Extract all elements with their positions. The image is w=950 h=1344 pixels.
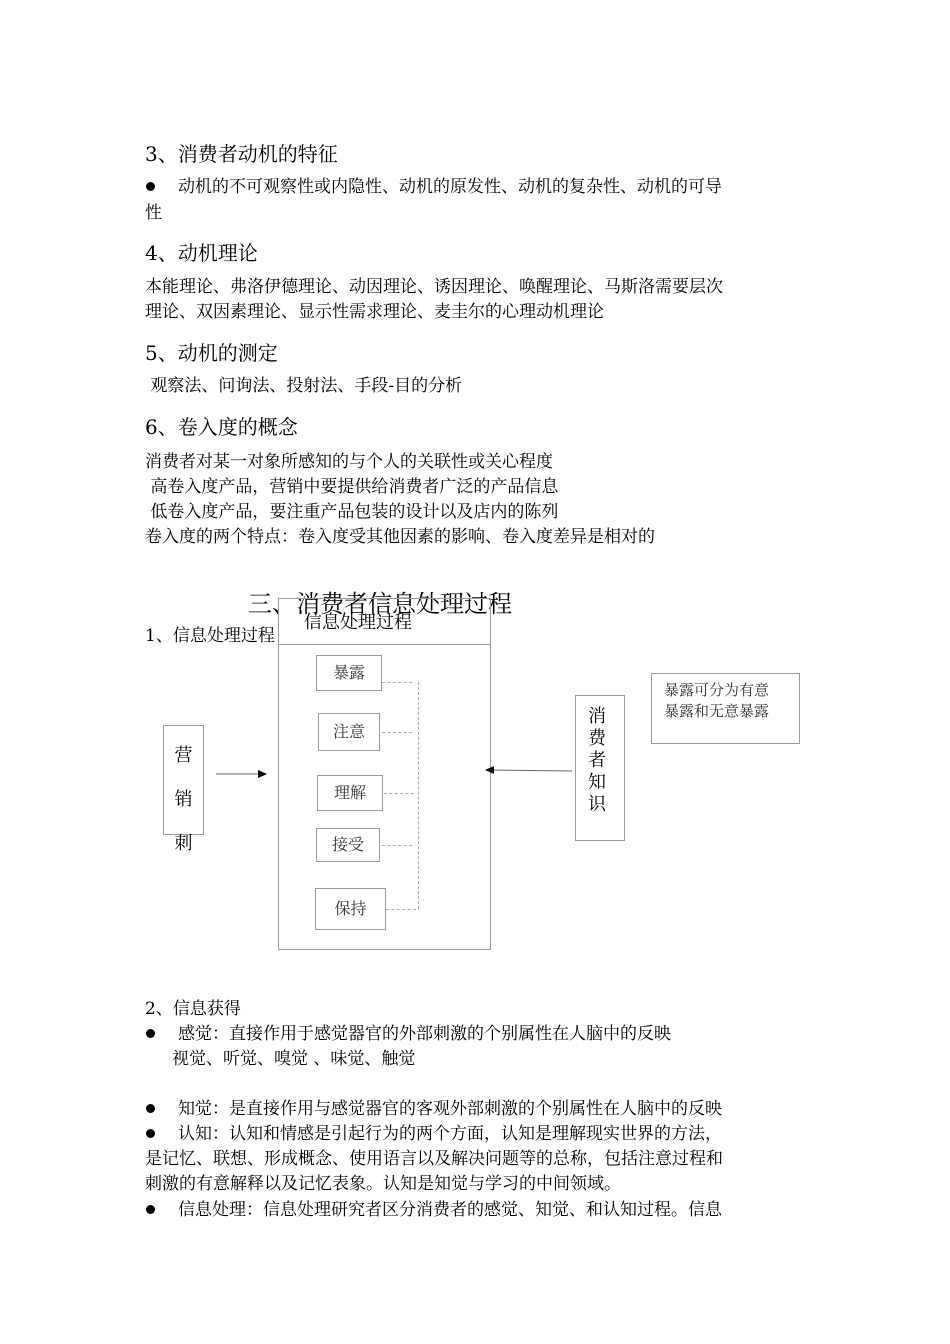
section-3-heading: 3、消费者动机的特征 (145, 142, 338, 166)
perception-line: 知觉：是直接作用与感觉器官的客观外部刺激的个别属性在人脑中的反映 (178, 1099, 722, 1119)
cognition-line2: 是记忆、联想、形成概念、使用语言以及解决问题等的总称，包括注意过程和 (145, 1149, 723, 1169)
part-3-subheading: 1、信息处理过程 (145, 626, 275, 646)
info-processing-line: 信息处理：信息处理研究者区分消费者的感觉、知觉、和认知过程。信息 (178, 1200, 722, 1220)
section-6-line3: 低卷入度产品，要注重产品包装的设计以及店内的陈列 (145, 502, 559, 522)
cognition-line3: 刺激的有意解释以及记忆表象。认知是知觉与学习的中间领域。 (145, 1174, 621, 1194)
cognition-line1: 认知：认知和情感是引起行为的两个方面，认知是理解现实世界的方法， (178, 1124, 722, 1144)
bullet-icon (146, 1205, 155, 1214)
knowledge-char: 者 (588, 750, 606, 771)
section-3-bullet-line1: 动机的不可观察性或内隐性、动机的原发性、动机的复杂性、动机的可导 (178, 177, 722, 197)
section-5-line1: 观察法、问询法、投射法、手段-目的分析 (145, 376, 463, 396)
bullet-icon (146, 1129, 155, 1138)
exposure-note-box (651, 673, 800, 744)
bullet-icon (146, 1104, 155, 1113)
knowledge-arrow (492, 770, 572, 771)
marketing-char: 刺 (174, 833, 193, 854)
stage-comprehension: 理解 (317, 775, 383, 811)
bullet-icon (146, 1029, 155, 1038)
section-6-line4: 卷入度的两个特点：卷入度受其他因素的影响、卷入度差异是相对的 (145, 527, 655, 547)
section-4-line2: 理论、双因素理论、显示性需求理论、麦圭尔的心理动机理论 (145, 302, 604, 322)
sensation-line: 感觉：直接作用于感觉器官的外部刺激的个别属性在人脑中的反映 (178, 1024, 671, 1044)
knowledge-char: 消 (588, 706, 606, 727)
stage-attention: 注意 (318, 713, 380, 751)
part-3-title: 三、消费者信息处理过程 (248, 590, 512, 618)
knowledge-arrowhead-icon (485, 766, 494, 774)
marketing-arrowhead-icon (258, 770, 267, 778)
knowledge-char: 费 (588, 728, 606, 749)
exposure-note-line2: 暴露和无意暴露 (664, 702, 770, 720)
process-title: 信息处理过程 (304, 612, 412, 633)
section-4-heading: 4、动机理论 (145, 241, 258, 265)
exposure-note-line1: 暴露可分为有意 (664, 681, 770, 699)
section-3-bullet-line2: 性 (145, 203, 162, 223)
marketing-char: 营 (174, 745, 193, 766)
stage-acceptance: 接受 (316, 828, 380, 862)
section-2-heading: 2、信息获得 (145, 999, 241, 1019)
exposure-note (664, 680, 769, 722)
stage-exposure: 暴露 (316, 655, 382, 691)
section-5-heading: 5、动机的测定 (145, 341, 278, 365)
knowledge-char: 识 (588, 794, 606, 815)
knowledge-char: 知 (588, 772, 606, 793)
senses-line: 视觉、听觉、嗅觉 、味觉、触觉 (172, 1049, 416, 1069)
section-6-line2: 高卷入度产品，营销中要提供给消费者广泛的产品信息 (145, 477, 559, 497)
section-4-line1: 本能理论、弗洛伊德理论、动因理论、诱因理论、唤醒理论、马斯洛需要层次 (145, 277, 723, 297)
section-6-heading: 6、卷入度的概念 (145, 415, 298, 439)
marketing-char: 销 (174, 789, 193, 810)
section-6-line1: 消费者对某一对象所感知的与个人的关联性或关心程度 (145, 452, 553, 472)
stage-retention: 保持 (315, 888, 386, 930)
